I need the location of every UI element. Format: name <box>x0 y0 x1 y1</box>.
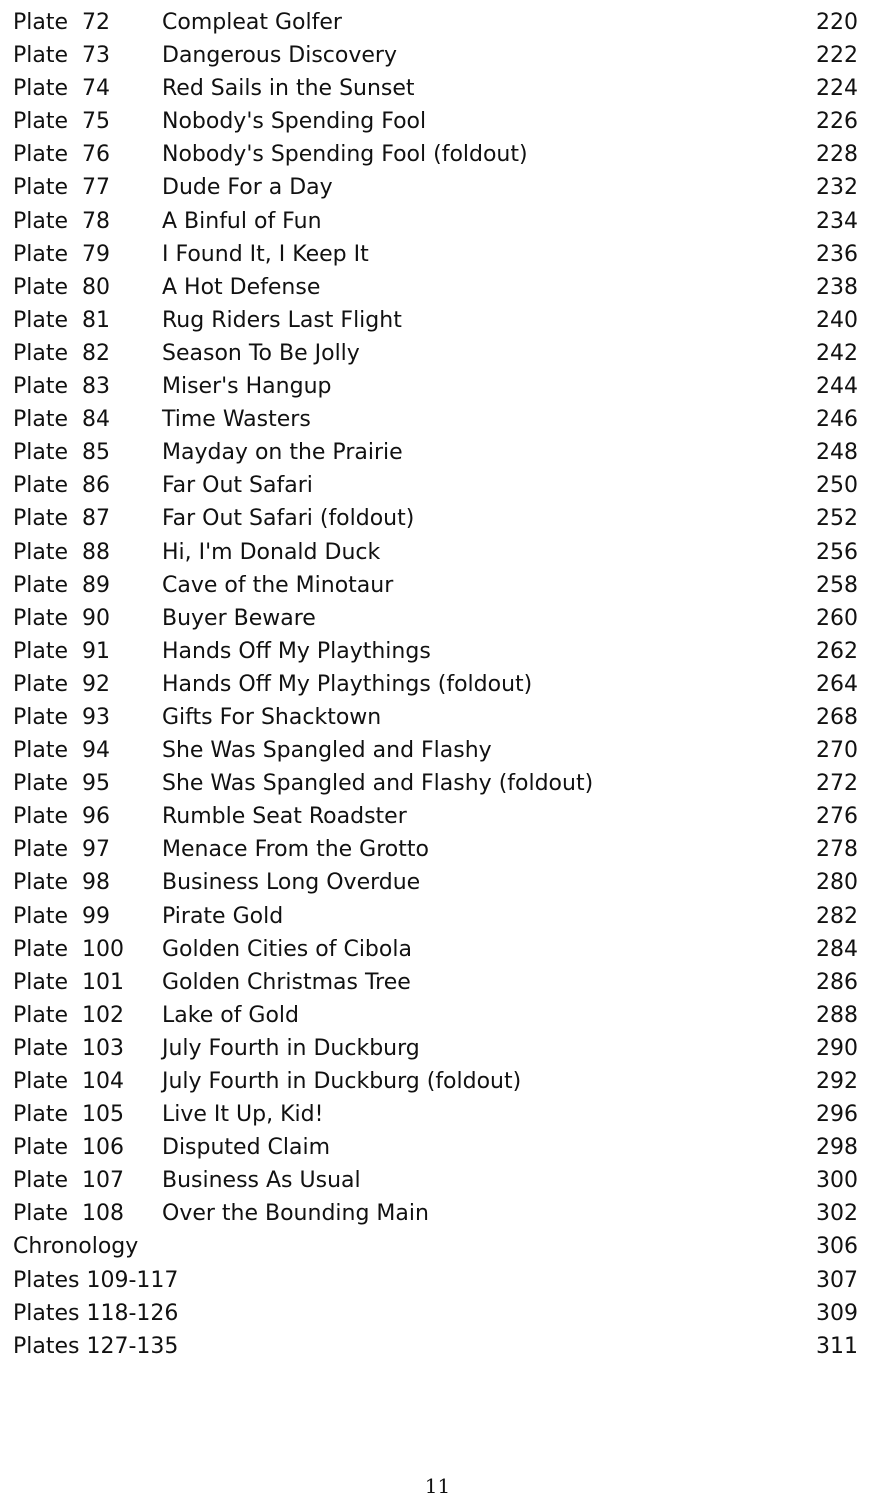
section-row <box>0 1330 875 1363</box>
plate-number: 77 <box>82 175 110 201</box>
page-number: 288 <box>816 1002 858 1028</box>
plate-number: 87 <box>82 506 110 532</box>
plate-title: Over the Bounding Main <box>162 1201 429 1227</box>
plate-number: 83 <box>82 374 110 400</box>
plate-number: 96 <box>82 804 110 830</box>
section-row <box>0 1264 875 1297</box>
plate-label: Plate <box>13 903 69 929</box>
plate-label: Plate <box>13 1135 69 1161</box>
plate-entries <box>0 6 875 1230</box>
plate-label: Plate <box>13 1035 69 1061</box>
plate-label: Plate <box>13 109 69 135</box>
toc-row <box>0 767 875 800</box>
page-folio-number: 11 <box>424 1474 451 1498</box>
plate-number: 91 <box>82 638 110 664</box>
plate-number: 79 <box>82 241 110 267</box>
plate-label: Plate <box>13 1102 69 1128</box>
plate-number: 107 <box>82 1168 124 1194</box>
plate-title: Nobody's Spending Fool <box>162 109 427 135</box>
plate-title: Far Out Safari <box>162 473 313 499</box>
plate-label: Plate <box>13 804 69 830</box>
page-number: 292 <box>816 1069 858 1094</box>
page-number: 264 <box>816 671 858 697</box>
toc-row <box>0 72 875 105</box>
toc-row <box>0 1098 875 1131</box>
plate-label: Plate <box>13 738 69 764</box>
plate-label: Plate <box>13 241 69 267</box>
plate-title: Dangerous Discovery <box>162 43 397 69</box>
plate-label: Plate <box>13 43 69 69</box>
page-number: 268 <box>816 704 858 730</box>
plate-title: Gifts For Shacktown <box>162 704 382 730</box>
plate-number: 99 <box>82 903 110 929</box>
plate-number: 85 <box>82 440 110 466</box>
page-number: 286 <box>816 969 858 995</box>
plate-label: Plate <box>13 969 69 995</box>
toc-row <box>0 866 875 899</box>
plate-label: Plate <box>13 539 69 565</box>
toc-row <box>0 205 875 238</box>
plate-label: Plate <box>13 506 69 532</box>
plate-title: Dude For a Day <box>162 175 333 201</box>
plate-label: Plate <box>13 870 69 896</box>
plate-title: Far Out Safari (foldout) <box>162 506 415 532</box>
plate-number: 80 <box>82 274 110 300</box>
plate-number: 81 <box>82 307 110 333</box>
toc-row <box>0 370 875 403</box>
table-of-contents <box>0 6 875 1363</box>
page-number: 246 <box>816 407 858 433</box>
plate-number: 89 <box>82 572 110 598</box>
plate-number: 94 <box>82 738 110 764</box>
page-number: 260 <box>816 605 858 631</box>
section-title: Plates 118-126 <box>13 1300 179 1326</box>
plate-number: 90 <box>82 605 110 631</box>
plate-label: Plate <box>13 340 69 366</box>
plate-number: 100 <box>82 936 124 962</box>
plate-number: 84 <box>82 407 110 433</box>
toc-row <box>0 238 875 271</box>
plate-label: Plate <box>13 1069 69 1094</box>
toc-row <box>0 900 875 933</box>
toc-row <box>0 1197 875 1230</box>
page-number: 272 <box>816 771 858 797</box>
toc-row <box>0 105 875 138</box>
page-number: 222 <box>816 43 858 69</box>
plate-title: Live It Up, Kid! <box>162 1102 324 1128</box>
plate-label: Plate <box>13 936 69 962</box>
toc-row <box>0 701 875 734</box>
plate-label: Plate <box>13 175 69 201</box>
toc-row <box>0 1131 875 1164</box>
plate-title: Cave of the Minotaur <box>162 572 394 598</box>
page-number: 228 <box>816 142 858 168</box>
plate-label: Plate <box>13 1201 69 1227</box>
page-number: 232 <box>816 175 858 201</box>
page-number: 302 <box>816 1201 858 1227</box>
page-number: 252 <box>816 506 858 532</box>
plate-label: Plate <box>13 76 69 102</box>
plate-number: 76 <box>82 142 110 168</box>
plate-label: Plate <box>13 10 69 35</box>
page-number: 256 <box>816 539 858 565</box>
plate-title: A Hot Defense <box>162 274 321 300</box>
plate-title: Rumble Seat Roadster <box>162 804 407 830</box>
plate-number: 101 <box>82 969 124 995</box>
section-title: Plates 127-135 <box>13 1333 179 1359</box>
page-number: 242 <box>816 340 858 366</box>
toc-row <box>0 39 875 72</box>
page-number: 236 <box>816 241 858 267</box>
toc-row <box>0 800 875 833</box>
plate-label: Plate <box>13 771 69 797</box>
plate-number: 75 <box>82 109 110 135</box>
plate-number: 108 <box>82 1201 124 1227</box>
plate-label: Plate <box>13 704 69 730</box>
plate-label: Plate <box>13 407 69 433</box>
plate-number: 74 <box>82 76 110 102</box>
toc-row <box>0 668 875 701</box>
toc-row <box>0 436 875 469</box>
plate-title: Business As Usual <box>162 1168 361 1194</box>
page-number: 280 <box>816 870 858 896</box>
plate-label: Plate <box>13 208 69 234</box>
toc-row <box>0 469 875 502</box>
plate-title: Hands Off My Playthings <box>162 638 431 664</box>
page-number: 296 <box>816 1102 858 1128</box>
plate-title: Hands Off My Playthings (foldout) <box>162 671 533 697</box>
toc-row <box>0 536 875 569</box>
plate-number: 95 <box>82 771 110 797</box>
page-number: 311 <box>816 1333 858 1359</box>
plate-label: Plate <box>13 572 69 598</box>
page-number: 220 <box>816 10 858 35</box>
page-number: 244 <box>816 374 858 400</box>
plate-label: Plate <box>13 307 69 333</box>
toc-row <box>0 602 875 635</box>
page-number: 300 <box>816 1168 858 1194</box>
plate-title: Time Wasters <box>162 407 311 433</box>
plate-label: Plate <box>13 1002 69 1028</box>
plate-label: Plate <box>13 605 69 631</box>
plate-title: Season To Be Jolly <box>162 340 360 366</box>
toc-row <box>0 502 875 535</box>
toc-row <box>0 1032 875 1065</box>
plate-title: Rug Riders Last Flight <box>162 307 402 333</box>
plate-number: 92 <box>82 671 110 697</box>
plate-number: 106 <box>82 1135 124 1161</box>
page-number: 270 <box>816 738 858 764</box>
page-number: 250 <box>816 473 858 499</box>
toc-row <box>0 833 875 866</box>
plate-title: Hi, I'm Donald Duck <box>162 539 381 565</box>
toc-row <box>0 6 875 39</box>
plate-title: July Fourth in Duckburg <box>162 1035 420 1061</box>
plate-title: Red Sails in the Sunset <box>162 76 415 102</box>
page-number: 306 <box>816 1234 858 1260</box>
plate-number: 73 <box>82 43 110 69</box>
toc-row <box>0 1164 875 1197</box>
toc-row <box>0 999 875 1032</box>
toc-row <box>0 171 875 204</box>
plate-number: 102 <box>82 1002 124 1028</box>
plate-label: Plate <box>13 473 69 499</box>
plate-title: Golden Cities of Cibola <box>162 936 412 962</box>
toc-row <box>0 734 875 767</box>
plate-number: 97 <box>82 837 110 863</box>
plate-number: 98 <box>82 870 110 896</box>
plate-title: She Was Spangled and Flashy (foldout) <box>162 771 594 797</box>
page-number: 298 <box>816 1135 858 1161</box>
toc-row <box>0 635 875 668</box>
plate-title: July Fourth in Duckburg (foldout) <box>162 1069 522 1094</box>
plate-title: Lake of Gold <box>162 1002 300 1028</box>
toc-row <box>0 337 875 370</box>
toc-row <box>0 933 875 966</box>
plate-label: Plate <box>13 638 69 664</box>
plate-title: Mayday on the Prairie <box>162 440 403 466</box>
page-number: 262 <box>816 638 858 664</box>
plate-title: Business Long Overdue <box>162 870 421 896</box>
plate-number: 88 <box>82 539 110 565</box>
page-number: 226 <box>816 109 858 135</box>
plate-title: A Binful of Fun <box>162 208 322 234</box>
page-number: 309 <box>816 1300 858 1326</box>
plate-number: 82 <box>82 340 110 366</box>
section-title: Chronology <box>13 1234 139 1260</box>
section-title: Plates 109-117 <box>13 1267 179 1293</box>
plate-title: Nobody's Spending Fool (foldout) <box>162 142 528 168</box>
toc-row <box>0 403 875 436</box>
plate-title: She Was Spangled and Flashy <box>162 738 492 764</box>
plate-number: 105 <box>82 1102 124 1128</box>
toc-row <box>0 1065 875 1098</box>
section-entries <box>0 1230 875 1362</box>
plate-label: Plate <box>13 671 69 697</box>
page-number: 278 <box>816 837 858 863</box>
page-number: 282 <box>816 903 858 929</box>
plate-number: 103 <box>82 1035 124 1061</box>
plate-title: Compleat Golfer <box>162 10 342 35</box>
plate-label: Plate <box>13 1168 69 1194</box>
toc-row <box>0 569 875 602</box>
plate-number: 104 <box>82 1069 124 1094</box>
plate-title: Pirate Gold <box>162 903 284 929</box>
plate-title: Menace From the Grotto <box>162 837 429 863</box>
plate-number: 86 <box>82 473 110 499</box>
page-number: 276 <box>816 804 858 830</box>
plate-title: Disputed Claim <box>162 1135 331 1161</box>
plate-title: Miser's Hangup <box>162 374 332 400</box>
plate-label: Plate <box>13 837 69 863</box>
page-number: 238 <box>816 274 858 300</box>
plate-title: Buyer Beware <box>162 605 316 631</box>
plate-label: Plate <box>13 274 69 300</box>
plate-number: 72 <box>82 10 110 35</box>
plate-label: Plate <box>13 374 69 400</box>
plate-title: I Found It, I Keep It <box>162 241 369 267</box>
plate-number: 78 <box>82 208 110 234</box>
toc-row <box>0 138 875 171</box>
page-number: 224 <box>816 76 858 102</box>
toc-row <box>0 304 875 337</box>
plate-number: 93 <box>82 704 110 730</box>
page-number: 240 <box>816 307 858 333</box>
toc-row <box>0 966 875 999</box>
page-number: 258 <box>816 572 858 598</box>
page-number: 248 <box>816 440 858 466</box>
page-number: 307 <box>816 1267 858 1293</box>
plate-label: Plate <box>13 440 69 466</box>
section-row <box>0 1297 875 1330</box>
plate-label: Plate <box>13 142 69 168</box>
page-number: 284 <box>816 936 858 962</box>
section-row <box>0 1230 875 1263</box>
page-number: 234 <box>816 208 858 234</box>
toc-row <box>0 271 875 304</box>
plate-title: Golden Christmas Tree <box>162 969 411 995</box>
page-number: 290 <box>816 1035 858 1061</box>
